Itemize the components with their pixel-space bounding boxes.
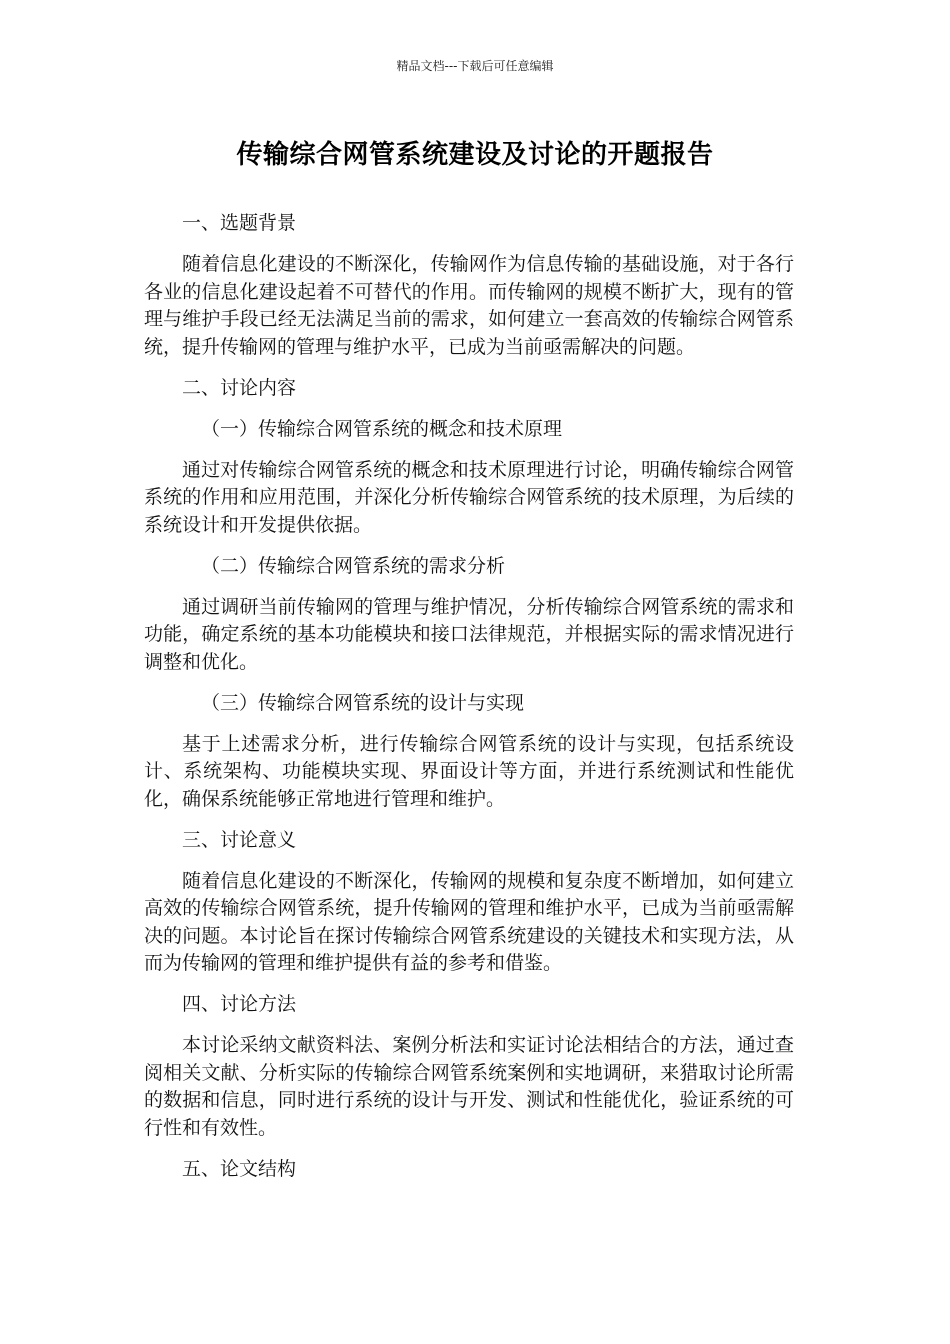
paragraph-methods: 本讨论采纳文献资料法、案例分析法和实证讨论法相结合的方法，通过查阅相关文献、分析实际的传输综合网管系统案例和实地调研，来猎取讨论所需的数据和信息，同时进行系统的设计与开发、测试和性能优化，验证系统的可行性和有效性。 bbox=[144, 1034, 794, 1139]
subheading-concept: （一）传输综合网管系统的概念和技术原理 bbox=[201, 417, 563, 440]
section-heading-significance: 三、讨论意义 bbox=[182, 828, 297, 851]
section-heading-background: 一、选题背景 bbox=[182, 212, 297, 234]
section-heading-structure: 五、论文结构 bbox=[182, 1157, 297, 1180]
document-body bbox=[144, 210, 794, 1197]
paragraph-design: 基于上述需求分析，进行传输综合网管系统的设计与实现，包括系统设计、系统架构、功能模块实现、界面设计等方面，并进行系统测试和性能优化，确保系统能够正常地进行管理和维护。 bbox=[144, 732, 794, 810]
section-heading-content: 二、讨论内容 bbox=[182, 376, 297, 399]
paragraph-significance: 随着信息化建设的不断深化，传输网的规模和复杂度不断增加，如何建立高效的传输综合网管系统，提升传输网的管理和维护水平，已成为当前亟需解决的问题。本讨论旨在探讨传输综合网管系统建设的关键技术和实现方法，从而为传输网的管理和维护提供有益的参考和借鉴。 bbox=[144, 869, 794, 974]
subheading-design: （三）传输综合网管系统的设计与实现 bbox=[201, 691, 525, 714]
section-heading-methods: 四、讨论方法 bbox=[182, 993, 297, 1015]
paragraph-concept: 通过对传输综合网管系统的概念和技术原理进行讨论，明确传输综合网管系统的作用和应用范围，并深化分析传输综合网管系统的技术原理，为后续的系统设计和开发提供依据。 bbox=[144, 458, 794, 536]
document-title: 传输综合网管系统建设及讨论的开题报告 bbox=[236, 140, 714, 170]
header-note: 精品文档---下载后可任意编辑 bbox=[396, 59, 554, 73]
paragraph-requirements: 通过调研当前传输网的管理与维护情况，分析传输综合网管系统的需求和功能，确定系统的基本功能模块和接口法律规范，并根据实际的需求情况进行调整和优化。 bbox=[144, 595, 794, 673]
subheading-requirements: （二）传输综合网管系统的需求分析 bbox=[201, 554, 506, 577]
paragraph-background: 随着信息化建设的不断深化，传输网作为信息传输的基础设施，对于各行各业的信息化建设起着不可替代的作用。而传输网的规模不断扩大，现有的管理与维护手段已经无法满足当前的需求，如何建立一套高效的传输综合网管系统，提升传输网的管理与维护水平，已成为当前亟需解决的问题。 bbox=[144, 253, 794, 358]
